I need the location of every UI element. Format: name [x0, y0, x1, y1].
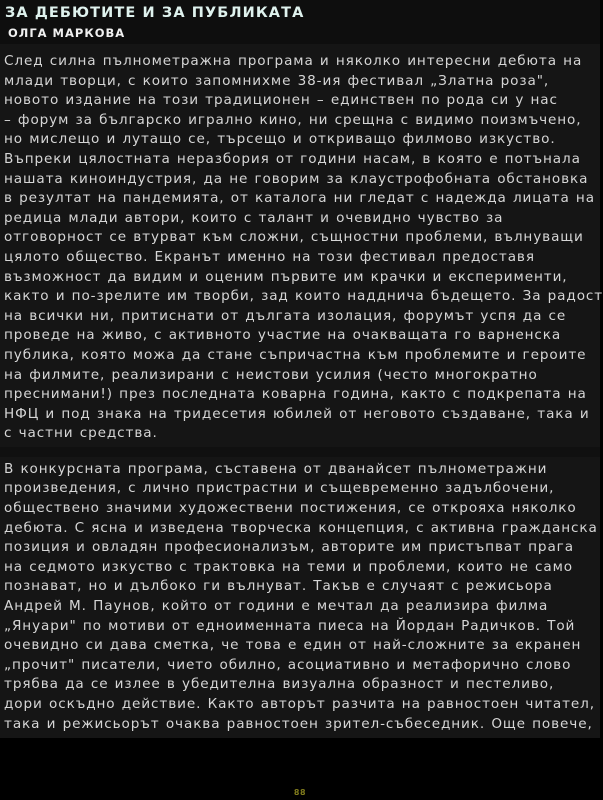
text-line: в резултат на пандемията, от каталога ни гледат с надежда лицата на	[4, 190, 595, 207]
text-line: Андрей М. Паунов, който от години е мечтал да реализира филма	[4, 598, 549, 615]
text-line: След силна пълнометражна програма и няколко интересни дебюта на	[4, 53, 583, 69]
text-line: обществено значими художествени постижения, се открояха няколко	[4, 500, 577, 517]
text-line: но мислещо и лутащо се, търсещо и откриващо филмово изкуство.	[4, 131, 556, 148]
paragraph-1	[4, 52, 603, 444]
text-line: произведения, с лично пристрастни и същевременно задълбочени,	[4, 480, 555, 497]
text-line: В конкурсната програма, съставена от дванайсет пълнометражни	[4, 460, 548, 477]
text-line: на всички ни, притиснати от дългата изолация, форумът успя да се	[4, 307, 567, 324]
text-line: – форум за българско игрално кино, ни срещна с видимо поизмъчено,	[4, 111, 582, 128]
page-number: 88	[293, 788, 307, 797]
text-line: преснимани!) през последната коварна година, както с подкрепата на	[4, 386, 587, 403]
text-line: трябва да се излее в убедителна визуална образност и пестеливо,	[4, 676, 555, 693]
text-line: „Януари" по мотиви от едноименната пиеса на Йордан Радичков. Той	[4, 617, 576, 634]
article-header	[0, 0, 600, 44]
text-line: дебюта. С ясна и изведена творческа концепция, с активна гражданска	[4, 519, 598, 536]
text-line: познават, но и дълбоко ги вълнуват. Такъв е случаят с режисьора	[4, 578, 553, 595]
text-line: позиция и овладян професионализъм, авторите им пристъпват прага	[4, 539, 574, 556]
text-line: дори оскъдно действие. Както авторът разчита на равностоен читател,	[4, 696, 595, 712]
text-line: Въпреки цялостната неразбория от години насам, в която е потънала	[4, 150, 581, 167]
text-line: публика, която можа да стане съпричастна към проблемите и героите	[4, 346, 587, 363]
text-line: „прочит" писатели, чието обилно, асоциативно и метафорично слово	[4, 656, 572, 673]
article-body	[0, 44, 603, 738]
text-line: на седмото изкуство с трактовка на теми и проблеми, които не само	[4, 558, 574, 575]
text-line: както и по-зрелите им творби, зад които надднича бъдещето. За радост	[4, 288, 603, 305]
text-line: новото издание на този традиционен – единствен по рода си у нас	[4, 92, 558, 109]
paragraph-2	[4, 460, 596, 754]
text-line: нашата киноиндустрия, да не говорим за клаустрофобната обстановка	[4, 170, 589, 187]
text-line: очевидно си дава сметка, че това е един от най-сложните за екранен	[4, 637, 582, 654]
text-line: проведе на живо, с активното участие на очакващата го варненска	[4, 327, 562, 344]
page-footer	[0, 738, 600, 800]
text-line: цялото общество. Екранът именно на този фестивал предоставя	[4, 248, 535, 265]
text-line: млади творци, с които запомнихме 38-ия фестивал „Златна роза",	[4, 72, 550, 89]
text-line: с частни средства.	[4, 425, 158, 442]
paragraph-divider	[0, 447, 600, 457]
text-line: отговорност се втурват към сложни, същностни проблеми, вълнуващи	[4, 229, 584, 246]
article-title: ЗА ДЕБЮТИТЕ И ЗА ПУБЛИКАТА	[5, 5, 305, 21]
text-line: НФЦ и под знака на тридесетия юбилей от неговото създаване, така и	[4, 405, 590, 422]
text-line: редица млади автори, които с талант и очевидно чувство за	[4, 209, 504, 226]
text-line: възможност да видим и оценим първите им крачки и експерименти,	[4, 268, 568, 285]
text-line: така и режисьорът очаква равностоен зрител-събеседник. Още повече,	[4, 715, 593, 732]
article-author: ОЛГА МАРКОВА	[8, 26, 126, 40]
text-line: на филмите, реализирани с неистови усилия (често многократно	[4, 366, 538, 383]
